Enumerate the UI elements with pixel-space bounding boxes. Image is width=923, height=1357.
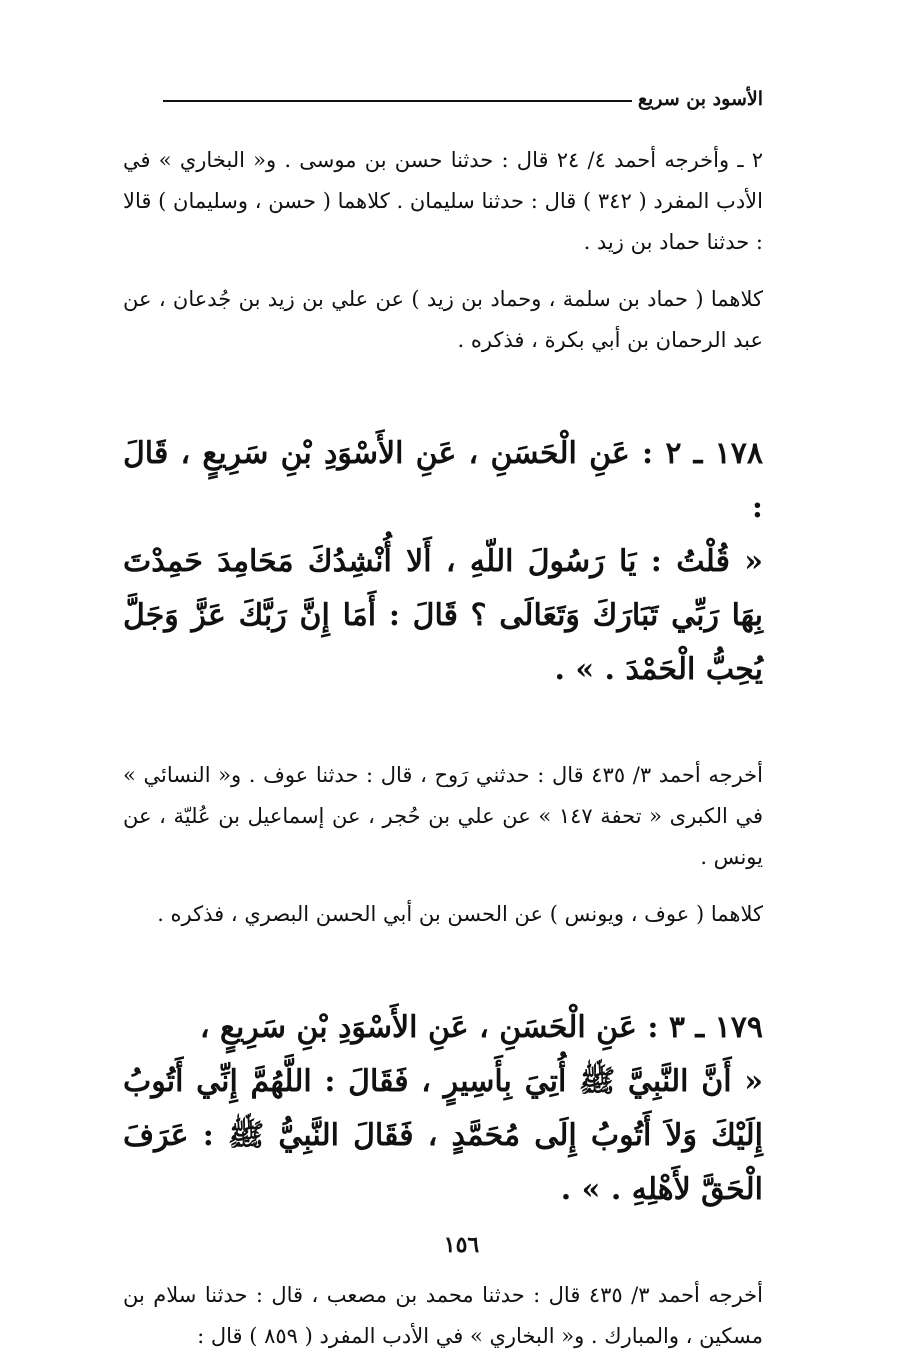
takhrij-note: أخرجه أحمد ٣/ ٤٣٥ قال : حدثنا محمد بن مصعب ، قال : حدثنا سلام بن مسكين ، والمبارك . و« البخاري » في الأدب المفرد ( ٨٥٩ ) قال :: [123, 1283, 763, 1348]
hadith-heading: ١٧٩ ـ ٣ : عَنِ الْحَسَنِ ، عَنِ الأَسْوَدِ بْنِ سَرِيعٍ ،: [199, 1010, 763, 1045]
hadith-179: [123, 1001, 763, 1217]
hadith-heading: ١٧٨ ـ ٢ : عَنِ الْحَسَنِ ، عَنِ الأَسْوَدِ بْنِ سَرِيعٍ ، قَالَ :: [123, 436, 763, 525]
spacer: [123, 697, 763, 755]
takhrij-note: أخرجه أحمد ٣/ ٤٣٥ قال : حدثني رَوح ، قال : حدثنا عوف . و« النسائي » في الكبرى « تحفة ١٤٧ » عن علي بن حُجر ، عن إسماعيل بن عُليّة ، عن يونس .: [123, 763, 763, 869]
hadith-text: « أَنَّ النَّبِيَّ ﷺ أُتِيَ بِأَسِيرٍ ، فَقَالَ : اللَّهُمَّ إِنِّي أَتُوبُ إِلَيْكَ وَلاَ أَتُوبُ إِلَى مُحَمَّدٍ ، فَقَالَ النَّبِيُّ ﷺ : عَرَفَ الْحَقَّ لأَهْلِهِ . » .: [123, 1064, 763, 1207]
running-head-title: الأسود بن سريع: [637, 88, 763, 110]
page-number: ١٥٦: [443, 1232, 480, 1258]
takhrij-note: كلاهما ( عوف ، ويونس ) عن الحسن بن أبي الحسن البصري ، فذكره .: [157, 902, 763, 926]
hadith-text: « قُلْتُ : يَا رَسُولَ اللّهِ ، أَلا أُنْشِدُكَ مَحَامِدَ حَمِدْتَ بِهَا رَبِّي تَبَارَكَ وَتَعَالَى ؟ قَالَ : أَمَا إِنَّ رَبَّكَ عَزَّ وَجَلَّ يُحِبُّ الْحَمْدَ . » .: [123, 544, 763, 687]
takhrij-note: كلاهما ( حماد بن سلمة ، وحماد بن زيد ) عن علي بن زيد بن جُدعان ، عن عبد الرحمان بن أبي بكرة ، فذكره .: [123, 287, 763, 352]
running-head: [163, 88, 763, 110]
spacer: [123, 361, 763, 427]
hadith-178: [123, 427, 763, 697]
header-rule: [163, 100, 632, 102]
page-body: [123, 140, 763, 1357]
takhrij-note: ٢ ـ وأخرجه أحمد ٤/ ٢٤ قال : حدثنا حسن بن موسى . و« البخاري » في الأدب المفرد ( ٣٤٢ ) قال : حدثنا سليمان . كلاهما ( حسن ، وسليمان ) قالا : حدثنا حماد بن زيد .: [123, 148, 763, 254]
spacer: [123, 935, 763, 1001]
